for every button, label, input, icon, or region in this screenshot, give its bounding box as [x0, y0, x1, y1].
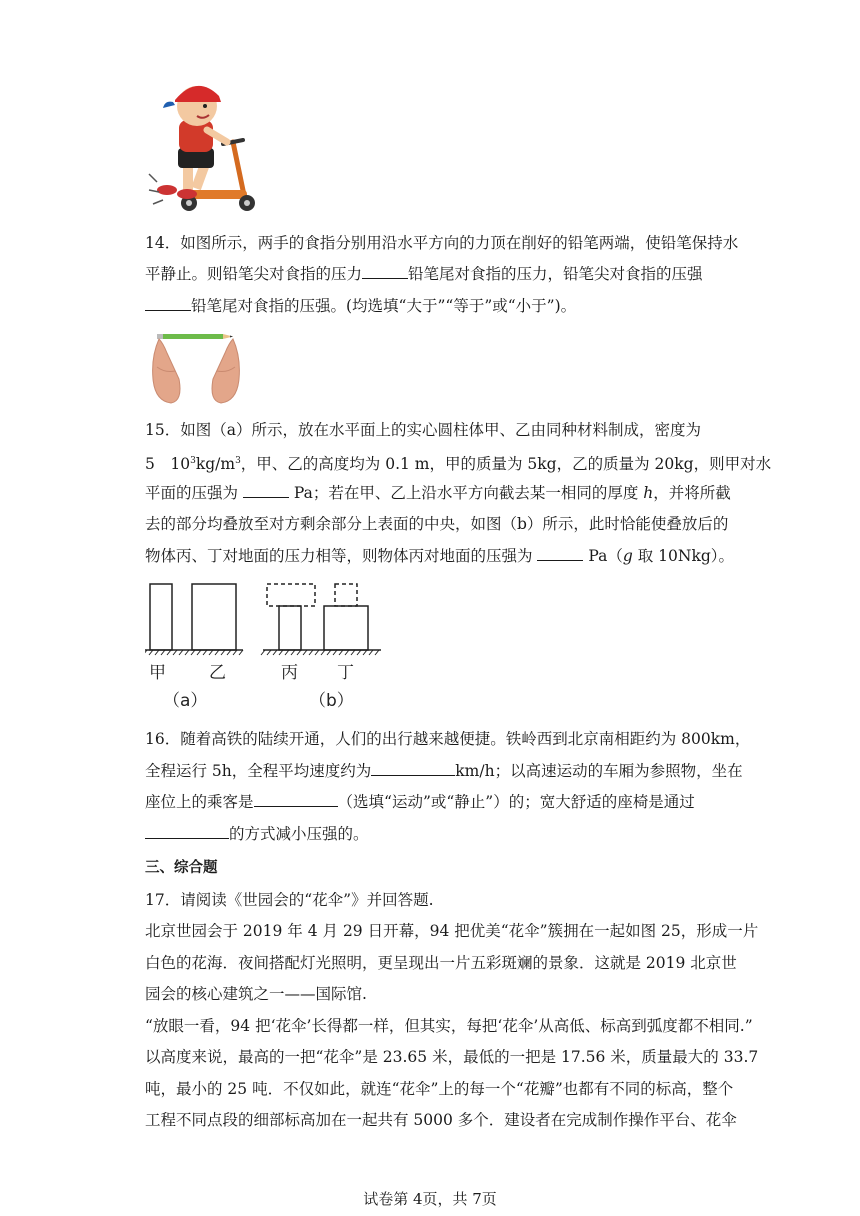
q15-line-5 — [145, 546, 734, 566]
q17-line-2: 北京世园会于 2019 年 4 月 29 日开幕，94 把优美“花伞”簇拥在一起如图 25，形成一片 — [145, 922, 759, 940]
q15-text: 取 10Nkg）。 — [632, 547, 735, 565]
q15-var: h — [643, 484, 654, 502]
answer-blank[interactable] — [145, 824, 229, 839]
answer-blank[interactable] — [371, 761, 455, 776]
q16-line-4 — [145, 824, 369, 844]
q15-line-4: 去的部分均叠放至对方剩余部分上表面的中央，如图（b）所示，此时恰能使叠放后的 — [145, 515, 729, 533]
q16-text: （选填“运动”或“静止”）的；宽大舒适的座椅是通过 — [337, 793, 695, 811]
q15-text: kg/m — [195, 455, 236, 474]
answer-blank[interactable] — [537, 546, 583, 561]
figure-a — [145, 584, 243, 655]
q14-text: 平静止。则铅笔尖对食指的压力 — [145, 265, 363, 283]
q16-line-2 — [145, 761, 743, 781]
label-yi: 乙 — [209, 663, 226, 683]
q16-line-1: 16．随着高铁的陆续开通，人们的出行越来越便捷。铁岭西到北京南相距约为 800km， — [145, 730, 751, 748]
q14-text: 铅笔尾对食指的压强。(均选填“大于”“等于”或“小于”)。 — [191, 297, 577, 315]
label-jia: 甲 — [149, 663, 166, 683]
pencil-hands-illustration — [145, 327, 247, 405]
q16-text: km/h；以高速运动的车厢为参照物，坐在 — [455, 762, 743, 780]
q15-line-1: 15．如图（a）所示，放在水平面上的实心圆柱体甲、乙由同种材料制成，密度为 — [145, 421, 701, 439]
q16-text: 座位上的乘客是 — [145, 793, 254, 811]
label-ding: 丁 — [337, 663, 354, 683]
q14-line-3 — [145, 296, 576, 316]
q16-text: 全程运行 5h，全程平均速度约为 — [145, 762, 372, 780]
q17-line-7: 吨，最小的 25 吨．不仅如此，就连“花伞”上的每一个“花瓣”也都有不同的标高，整个 — [145, 1080, 734, 1098]
q15-var: g — [622, 547, 633, 565]
q15-text: Pa（ — [588, 547, 623, 565]
q17-line-1: 17．请阅读《世园会的“花伞”》并回答题. — [145, 891, 434, 909]
q17-line-8: 工程不同点段的细部标高加在一起共有 5000 多个．建设者在完成制作操作平台、花伞 — [145, 1111, 737, 1129]
label-bing: 丙 — [281, 663, 298, 683]
q16-text: 的方式减小压强的。 — [229, 825, 369, 843]
q15-sup: 3 — [235, 456, 241, 466]
q15-text: 5 10 — [145, 455, 191, 474]
q17-line-5: “放眼一看，94 把‘花伞’长得都一样，但其实，每把‘花伞’从高低、标高到弧度都不相同.” — [145, 1017, 753, 1035]
q14-line-1: 14．如图所示，两手的食指分别用沿水平方向的力顶在削好的铅笔两端，使铅笔保持水 — [145, 234, 739, 252]
page-footer: 试卷第 4页，共 7页 — [363, 1190, 497, 1208]
section-heading: 三、综合题 — [145, 860, 218, 876]
q15-text: Pa；若在甲、乙上沿水平方向截去某一相同的厚度 — [293, 484, 644, 502]
q15-text: ，甲、乙的高度均为 0.1 m，甲的质量为 5kg，乙的质量为 20kg，则甲对水 — [240, 455, 772, 474]
figure-b — [261, 584, 381, 655]
q16-line-3 — [145, 792, 695, 812]
cylinder-figure — [145, 580, 385, 715]
q15-sup: 3 — [190, 456, 196, 466]
q15-line-3 — [145, 483, 731, 503]
q15-line-2 — [145, 451, 771, 474]
q15-text: ，并将所截 — [653, 484, 731, 502]
answer-blank[interactable] — [254, 792, 338, 807]
caption-b: （b） — [309, 691, 354, 711]
q14-line-2 — [145, 264, 703, 284]
q17-line-6: 以高度来说，最高的一把“花伞”是 23.65 米，最低的一把是 17.56 米，质量最大的 33.7 — [145, 1048, 759, 1066]
answer-blank[interactable] — [362, 264, 408, 279]
boy-scooter-illustration — [145, 72, 270, 214]
answer-blank[interactable] — [145, 296, 191, 311]
q14-text: 铅笔尾对食指的压力，铅笔尖对食指的压强 — [408, 265, 703, 283]
q17-line-4: 园会的核心建筑之一——国际馆. — [145, 985, 367, 1003]
caption-a: （a） — [163, 691, 208, 711]
q15-text: 物体丙、丁对地面的压力相等，则物体丙对地面的压强为 — [145, 547, 533, 565]
answer-blank[interactable] — [243, 483, 289, 498]
q15-text: 平面的压强为 — [145, 484, 239, 502]
q17-line-3: 白色的花海．夜间搭配灯光照明，更呈现出一片五彩斑斓的景象．这就是 2019 北京世 — [145, 954, 737, 972]
